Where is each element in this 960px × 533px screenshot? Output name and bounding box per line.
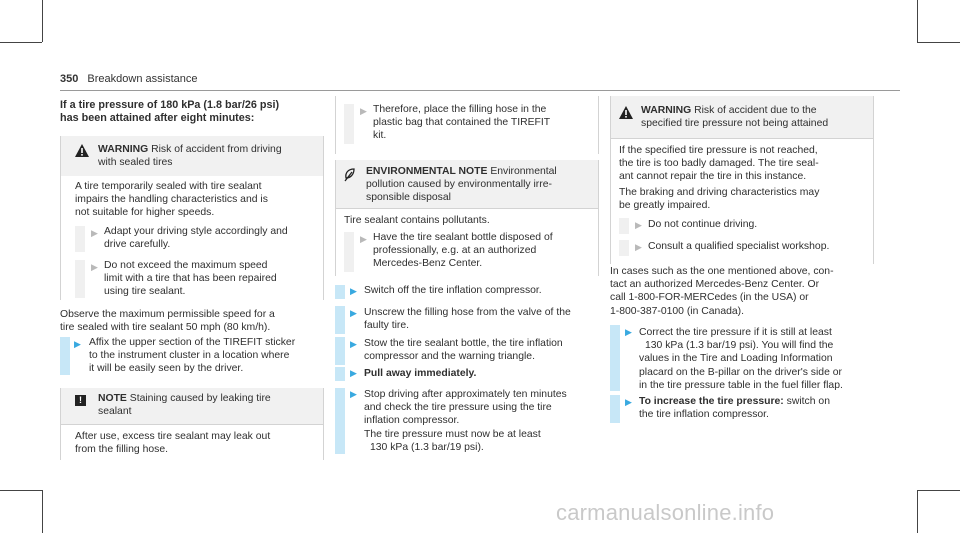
crop-mark (42, 0, 43, 42)
step-bar (344, 232, 354, 272)
section-heading: If a tire pressure of 180 kPa (1.8 bar/26 psi) has been attained after eight minutes: (60, 99, 280, 125)
triangle-right-icon: ▶ (625, 327, 632, 337)
step-bar (619, 240, 629, 256)
crop-mark (0, 42, 42, 43)
instruction-step: To increase the tire pressure: switch on the tire inflation compressor. (639, 396, 830, 421)
exclamation-square-icon: ! (75, 395, 86, 406)
env-title: Environmental (490, 166, 557, 177)
warning-step: Adapt your driving style accordingly and drive carefully. (104, 226, 288, 251)
step-bar (335, 388, 345, 454)
warning-body: The braking and driving characteristics may be greatly impaired. (619, 187, 820, 212)
warning-title: Risk of accident from driving (151, 144, 282, 155)
triangle-right-icon: ▶ (350, 286, 357, 296)
warning-triangle-icon (619, 106, 633, 119)
triangle-right-icon: ▶ (350, 368, 357, 378)
continued-step: Therefore, place the filling hose in the plastic bag that contained the TIREFIT kit. (373, 104, 551, 142)
step-bar (75, 226, 85, 252)
warning-body: If the specified tire pressure is not reached, the tire is too badly damaged. The tire seal- ant cannot repair the tire in this instance. (619, 145, 819, 183)
warning-title-cont: with sealed tires (98, 157, 173, 169)
crop-mark (917, 490, 960, 491)
leaf-icon (344, 168, 356, 182)
triangle-right-icon: ▶ (350, 389, 357, 399)
instruction-step: Affix the upper section of the TIREFIT sticker to the instrument cluster in a location where it will be easily seen by the driver. (89, 337, 296, 375)
warning-label: WARNING (98, 144, 149, 155)
env-step: Have the tire sealant bottle disposed of professionally, e.g. at an authorized Mercedes-Benz Center. (373, 232, 553, 270)
triangle-right-icon: ▶ (635, 220, 642, 230)
step-bar (335, 337, 345, 365)
triangle-right-icon: ▶ (360, 234, 367, 244)
crop-mark (0, 490, 42, 491)
note-title: Staining caused by leaking tire (129, 393, 271, 404)
env-body: Tire sealant contains pollutants. (344, 215, 490, 226)
note-label: NOTE (98, 393, 127, 404)
watermark: carmanualsonline.info (556, 500, 775, 525)
instruction-step: Unscrew the filling hose from the valve of the faulty tire. (364, 307, 571, 332)
triangle-right-icon: ▶ (635, 242, 642, 252)
instruction-step: Stop driving after approximately ten minutes and check the tire pressure using the tire inflation compressor. The tire pressure must now be at least 130 kPa (1.3 bar/19 psi). (364, 389, 567, 453)
instruction-step: Stow the tire sealant bottle, the tire inflation compressor and the warning triangle. (364, 338, 563, 363)
step-bar (60, 337, 70, 375)
crop-mark (42, 490, 43, 533)
triangle-right-icon: ▶ (350, 339, 357, 349)
step-bar (335, 367, 345, 381)
warning-box (60, 136, 324, 300)
instruction-step: Pull away immediately. (364, 368, 477, 379)
paragraph: Observe the maximum permissible speed for a tire sealed with tire sealant 50 mph (80 km/h). (60, 309, 275, 334)
step-bar (619, 218, 629, 234)
crop-mark (917, 42, 960, 43)
step-bar (344, 104, 354, 144)
warning-step: Do not exceed the maximum speed limit with a tire that has been repaired using tire sealant. (104, 260, 277, 298)
note-box (60, 388, 324, 460)
warning-box (610, 96, 874, 264)
env-label: ENVIRONMENTAL NOTE (366, 166, 488, 177)
instruction-step: Correct the tire pressure if it is still at least 130 kPa (1.3 bar/19 psi). You will find the values in the Tire and Loading Information placard on the B-pillar on the driver's side or in the tire pressure table in the fuel filler flap. (639, 327, 843, 391)
note-body: After use, excess tire sealant may leak out from the filling hose. (75, 431, 271, 456)
page-header (60, 73, 197, 85)
continued-box (335, 96, 599, 154)
triangle-right-icon: ▶ (360, 106, 367, 116)
page-number: 350 (60, 73, 79, 85)
triangle-right-icon: ▶ (350, 308, 357, 318)
warning-title: Risk of accident due to the (694, 105, 817, 116)
paragraph: In cases such as the one mentioned above, con- tact an authorized Mercedes-Benz Center. Or call 1-800-FOR-MERCedes (in the USA) or 1-800-387-0100 (in Canada). (610, 266, 834, 317)
triangle-right-icon: ▶ (91, 228, 98, 238)
step-bar (610, 395, 620, 423)
triangle-right-icon: ▶ (625, 397, 632, 407)
section-title: Breakdown assistance (87, 73, 198, 85)
note-title-cont: sealant (98, 406, 132, 418)
environmental-note-box: ENVIRONMENTAL NOTE Environmental pollution caused by environmentally irre- sponsible disposal Tire sealant contains pollutants. ▶ Have the tire sealant bottle disposed of professionally, e.g. at an authorized Mercedes-Benz Center. (335, 160, 599, 276)
step-bar (75, 260, 85, 298)
crop-mark (917, 0, 918, 42)
warning-label: WARNING (641, 105, 692, 116)
step-bar (610, 325, 620, 391)
instruction-step: Switch off the tire inflation compressor. (364, 285, 542, 296)
warning-triangle-icon (75, 144, 89, 157)
triangle-right-icon: ▶ (74, 339, 81, 349)
crop-mark (917, 490, 918, 533)
warning-body: A tire temporarily sealed with tire sealant impairs the handling characteristics and is not suitable for higher speeds. (75, 181, 268, 219)
warning-step: Consult a qualified specialist workshop. (648, 241, 830, 252)
triangle-right-icon: ▶ (91, 262, 98, 272)
step-bar (335, 285, 345, 299)
warning-title-cont: specified tire pressure not being attained (641, 118, 829, 130)
warning-step: Do not continue driving. (648, 219, 758, 230)
step-bar (335, 306, 345, 334)
header-divider (60, 90, 900, 91)
